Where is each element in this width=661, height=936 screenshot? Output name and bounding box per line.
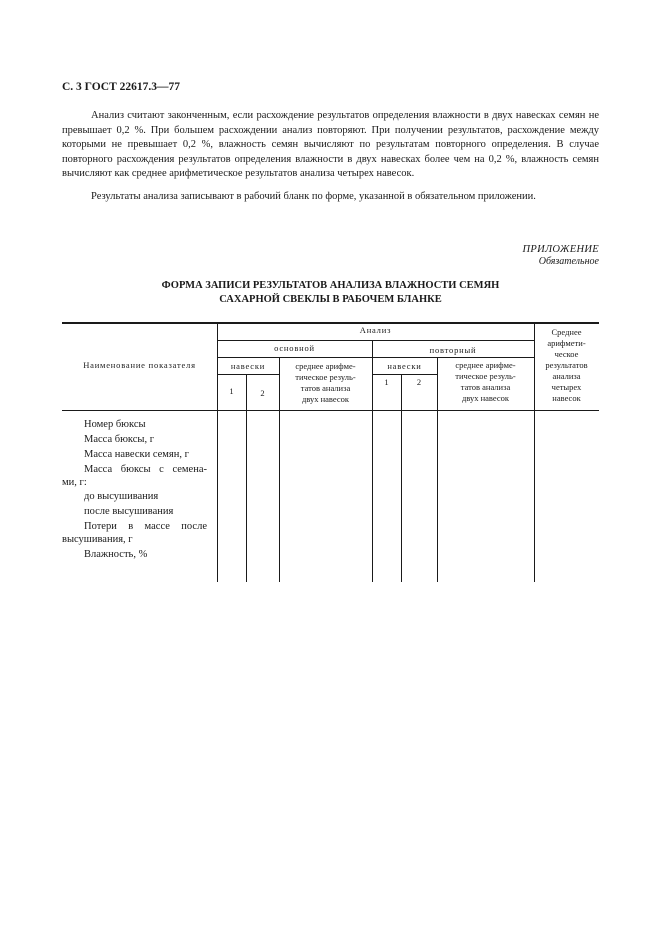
avg4-line5: анализа [552,371,581,381]
avg4-line7: навесок [552,393,581,403]
main-mean-line1: среднее арифме- [295,361,356,371]
avg4-line1: Среднее [551,327,582,337]
table-header-bottom [62,410,599,411]
main-mean-line2: тическое резуль- [295,372,356,382]
row-label: Потери в массе после [84,521,207,532]
header-analysis: Анализ [359,325,392,335]
header-main-samples: навески [230,361,266,371]
header-repeat-sample-1: 1 [384,377,389,387]
row-label: Масса бюксы с семена- [84,464,207,475]
paragraph-results-recording: Результаты анализа записывают в рабочий бланк по форме, указанной в обязательном приложении. [91,191,536,202]
table-line-samples-repeat [372,374,437,375]
repeat-mean-line3: татов анализа [460,382,511,392]
row-label: Масса бюксы, г [84,434,155,445]
header-repeat-mean [437,360,534,404]
header-main-sample-1: 1 [229,386,234,396]
row-label: после высушивания [84,506,174,517]
avg4-line3: ческое [554,349,579,359]
appendix-title: ПРИЛОЖЕНИЕ [522,244,599,255]
row-label: ми, г: [62,477,87,488]
page-header: С. 3 ГОСТ 22617.3—77 [62,81,181,93]
avg4-line2: арифмети- [547,338,586,348]
avg4-line4: результатов [545,360,588,370]
appendix-label [523,244,600,267]
repeat-mean-line4: двух навесок [461,393,510,403]
header-main-sample-2: 2 [260,388,265,398]
table-top-border [62,322,599,324]
form-title [62,279,599,306]
repeat-mean-line2: тическое резуль- [455,371,516,381]
row-label: высушивания, г [62,534,133,545]
header-main-mean [279,361,372,405]
form-title-line1: ФОРМА ЗАПИСИ РЕЗУЛЬТАТОВ АНАЛИЗА ВЛАЖНОСТИ СЕМЯН [161,280,500,291]
table-line-samples [217,374,279,375]
appendix-status: Обязательное [538,256,599,267]
avg4-line6: четырех [551,382,582,392]
header-indicator: Наименование показателя [83,360,196,370]
row-label: Влажность, % [84,549,148,560]
row-label: до высушивания [84,491,159,502]
header-repeat: повторный [429,345,477,355]
header-average-four [534,327,599,404]
row-label: Масса навески семян, г [84,449,189,460]
header-main: основной [274,343,315,353]
table-line-analysis [217,340,534,341]
paragraph-analysis-completion: Анализ считают законченным, если расхождение результатов определения влажности в двух навесках семян не превышает 0,2 %. При большем расхождении анализ повторяют. При получении результатов, расхождение между которыми не превышает 0,2 %, влажность семян вычисляют по результатам повторного определения. В случае повторного расхождения результатов определения влажности в двух навесках более чем на 0,2 %, влажность семян вычисляют как среднее арифметическое результатов анализа четырех навесок. [62,110,599,179]
form-title-line2: САХАРНОЙ СВЕКЛЫ В РАБОЧЕМ БЛАНКЕ [219,293,442,305]
table-vline-main-2 [246,374,247,582]
header-repeat-samples: навески [387,361,422,371]
table-vline-repeat-2 [401,374,402,582]
header-repeat-sample-2: 2 [416,377,422,387]
table-line-main-repeat [217,357,534,358]
row-label: Номер бюксы [84,419,146,430]
main-mean-line4: двух навесок [301,394,350,404]
repeat-mean-line1: среднее арифме- [455,360,516,370]
main-mean-line3: татов анализа [300,383,351,393]
